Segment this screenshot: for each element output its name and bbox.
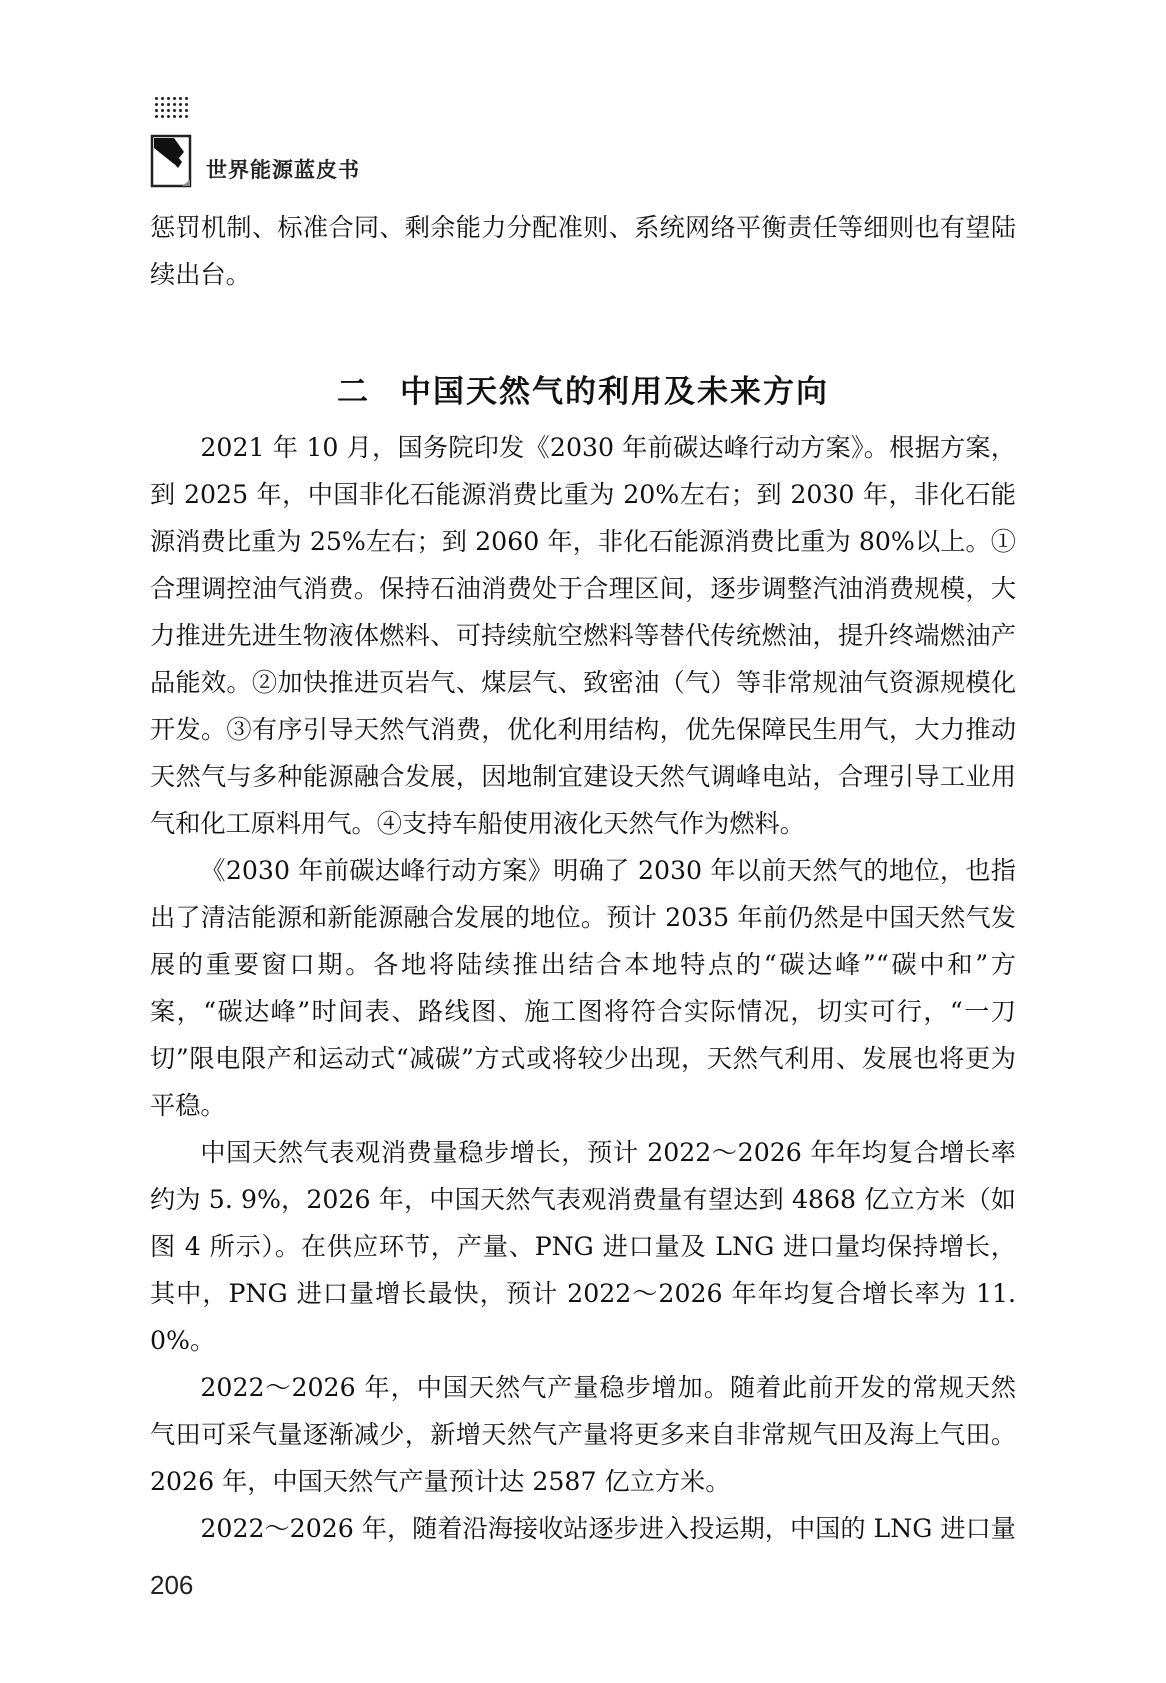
page-number: 206 — [150, 1570, 194, 1600]
decorative-dots-icon — [154, 96, 190, 126]
paragraph: 2022～2026 年，随着沿海接收站逐步进入投运期，中国的 LNG 进口量 — [200, 1514, 1016, 1543]
series-title: 世界能源蓝皮书 — [206, 158, 360, 182]
header-mark — [150, 96, 194, 196]
book-corner-icon — [150, 134, 194, 190]
continuation-text — [150, 204, 1016, 298]
paragraph: 《2030 年前碳达峰行动方案》明确了 2030 年以前天然气的地位，也指出了清洁能源和新能源融合发展的地位。预计 2035 年前仍然是中国天然气发展的重要窗口期。各地将陆续推出结合本地特点的“碳达峰”“碳中和”方案，“碳达峰”时间表、路线图、施工图将符合实际情况，切实可行，“一刀切”限电限产和运动式“减碳”方式或将较少出现，天然气利用、发展也将更为平稳。 — [150, 856, 1016, 1120]
paragraph: 惩罚机制、标准合同、剩余能力分配准则、系统网络平衡责任等细则也有望陆续出台。 — [150, 213, 1016, 289]
paragraph: 2021 年 10 月，国务院印发《2030 年前碳达峰行动方案》。根据方案，到 2025 年，中国非化石能源消费比重为 20%左右；到 2030 年，非化石能源消费比重为 25%左右；到 2060 年，非化石能源消费比重为 80%以上。①合理调控油气消费。保持石油消费处于合理区间，逐步调整汽油消费规模，大力推进先进生物液体燃料、可持续航空燃料等替代传统燃油，提升终端燃油产品能效。②加快推进页岩气、煤层气、致密油（气）等非常规油气资源规模化开发。③有序引导天然气消费，优化利用结构，优先保障民生用气，大力推动天然气与多种能源融合发展，因地制宜建设天然气调峰电站，合理引导工业用气和化工原料用气。④支持车船使用液化天然气作为燃料。 — [150, 433, 1016, 838]
body-text — [150, 424, 1016, 1552]
section-title: 中国天然气的利用及未来方向 — [400, 374, 829, 410]
paragraph: 中国天然气表观消费量稳步增长，预计 2022～2026 年年均复合增长率约为 5. 9%，2026 年，中国天然气表观消费量有望达到 4868 亿立方米（如图 4 所示）。在供应环节，产量、PNG 进口量及 LNG 进口量均保持增长，其中，PNG 进口量增长最快，预计 2022～2026 年年均复合增长率为 11. 0%。 — [150, 1138, 1016, 1355]
section-number: 二 — [337, 374, 370, 410]
paragraph: 2022～2026 年，中国天然气产量稳步增加。随着此前开发的常规天然气田可采气量逐渐减少，新增天然气产量将更多来自非常规气田及海上气田。2026 年，中国天然气产量预计达 2587 亿立方米。 — [150, 1373, 1016, 1496]
section-heading — [0, 366, 1166, 411]
